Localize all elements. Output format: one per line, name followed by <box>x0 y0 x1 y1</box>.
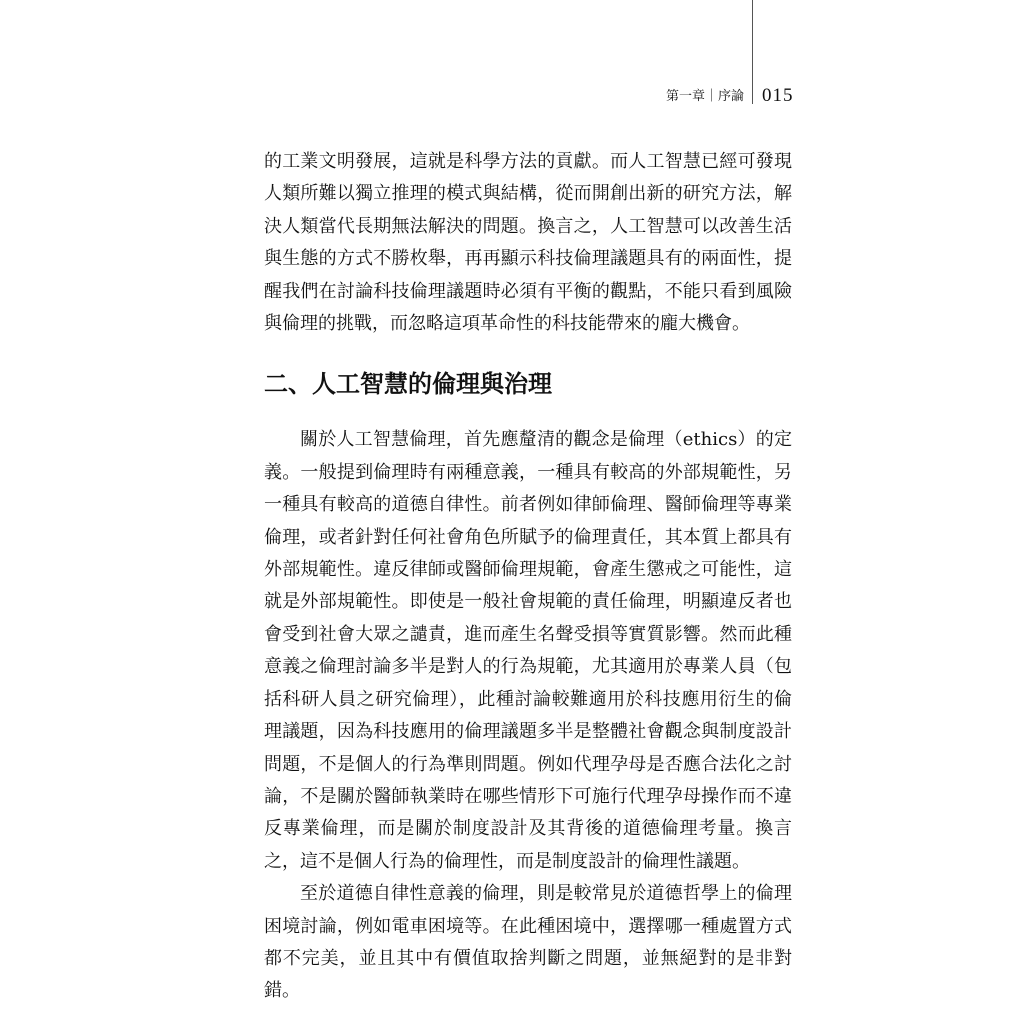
header-vertical-rule <box>752 0 753 104</box>
running-head-chapter: 第一章｜序論 <box>665 89 744 104</box>
paragraph-moral-autonomy: 至於道德自律性意義的倫理，則是較常見於道德哲學上的倫理困境討論，例如電車困境等。在此種困境中，選擇哪一種處置方式都不完美，並且其中有價值取捨判斷之問題，並無絕對的是非對錯。 <box>264 883 792 1002</box>
section-heading: 二、人工智慧的倫理與治理 <box>264 370 552 399</box>
page-number: 015 <box>762 85 794 106</box>
paragraph-ethics-definition: 關於人工智慧倫理，首先應釐清的觀念是倫理（ethics）的定義。一般提到倫理時有兩種意義，一種具有較高的外部規範性，另一種具有較高的道德自律性。前者例如律師倫理、醫師倫理等專業倫理，或者針對任何社會角色所賦予的倫理責任，其本質上都具有外部規範性。違反律師或醫師倫理規範，會產生懲戒之可能性，這就是外部規範性。即使是一般社會規範的責任倫理，明顯違反者也會受到社會大眾之譴責，進而產生名聲受損等實質影響。然而此種意義之倫理討論多半是對人的行為規範，尤其適用於專業人員（包括科研人員之研究倫理），此種討論較難適用於科技應用衍生的倫理議題，因為科技應用的倫理議題多半是整體社會觀念與制度設計問題，不是個人的行為準則問題。例如代理孕母是否應合法化之討論，不是關於醫師執業時在哪些情形下可施行代理孕母操作而不違反專業倫理，而是關於制度設計及其背後的道德倫理考量。換言之，這不是個人行為的倫理性，而是制度設計的倫理性議題。 <box>264 429 792 872</box>
paragraph-continued: 的工業文明發展，這就是科學方法的貢獻。而人工智慧已經可發現人類所難以獨立推理的模式與結構，從而開創出新的研究方法，解決人類當代長期無法解決的問題。換言之，人工智慧可以改善生活與生態的方式不勝枚舉，再再顯示科技倫理議題具有的兩面性，提醒我們在討論科技倫理議題時必須有平衡的觀點，不能只看到風險與倫理的挑戰，而忽略這項革命性的科技能帶來的龐大機會。 <box>264 151 792 335</box>
body-text <box>264 146 792 1008</box>
